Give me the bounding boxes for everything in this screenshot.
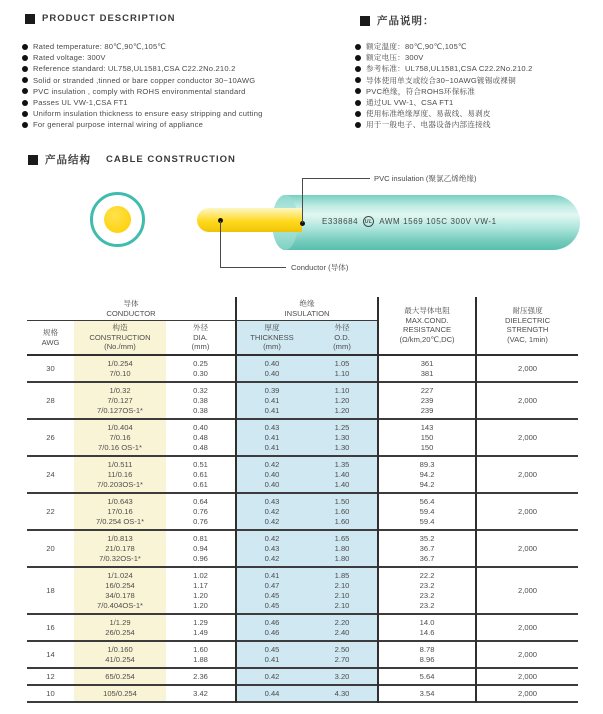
cell-od: 2.20 2.40 <box>307 614 378 641</box>
cell-od: 1.35 1.40 1.40 <box>307 456 378 493</box>
description-text: 参考标准：UL758,UL1581,CSA C22.2No.210.2 <box>366 64 533 74</box>
cell-dia: 0.40 0.48 0.48 <box>166 419 236 456</box>
leader-line-conductor-v <box>220 221 221 267</box>
description-item <box>355 108 533 119</box>
cell-thickness: 0.43 0.42 0.42 <box>236 493 307 530</box>
cell-dielectric: 2,000 <box>518 671 538 681</box>
cell-od: 1.25 1.30 1.30 <box>307 419 378 456</box>
cable-print-text: AWM 1569 105C 300V VW-1 <box>379 217 497 226</box>
spec-row-awg-20 <box>27 530 578 567</box>
cell-thickness: 0.39 0.41 0.41 <box>236 382 307 419</box>
construction-title-zh: 产品结构 <box>45 154 91 166</box>
spec-row-awg-18 <box>27 567 578 614</box>
spec-row-awg-10 <box>27 685 578 702</box>
cell-resistance: 143 150 150 <box>378 419 476 456</box>
description-item <box>22 63 263 74</box>
construction-title-en: CABLE CONSTRUCTION <box>106 154 236 165</box>
resistance-header-en2: RESISTANCE <box>403 325 452 335</box>
col-header-dia <box>166 321 236 355</box>
dia-header-unit: (mm) <box>191 342 210 352</box>
bullet-icon <box>22 66 28 72</box>
col-header-construction <box>74 321 166 355</box>
cell-construction: 1/0.404 7/0.16 7/0.16 OS-1* <box>74 419 166 456</box>
description-text: 用于一般电子、电器设备内部连接线 <box>366 120 491 130</box>
cell-awg: 26 <box>46 432 55 442</box>
cell-dielectric: 2,000 <box>518 649 538 659</box>
cell-dielectric: 2,000 <box>518 469 538 479</box>
bullet-icon <box>355 88 361 94</box>
cell-od: 2.50 2.70 <box>307 641 378 668</box>
spec-row-awg-28 <box>27 382 578 419</box>
bullet-icon <box>22 44 28 50</box>
description-item <box>355 97 533 108</box>
cell-awg: 24 <box>46 469 55 479</box>
description-item <box>22 75 263 86</box>
cell-dia: 0.81 0.94 0.96 <box>166 530 236 567</box>
cell-resistance: 14.0 14.6 <box>378 614 476 641</box>
group-header-conductor-zh: 导体 <box>123 299 139 308</box>
spec-row-awg-24 <box>27 456 578 493</box>
cell-construction: 1/0.254 7/0.10 <box>74 355 166 382</box>
bullet-icon <box>22 100 28 106</box>
cell-construction: 1/0.511 11/0.16 7/0.203OS-1* <box>74 456 166 493</box>
cell-od: 1.10 1.20 1.20 <box>307 382 378 419</box>
product-description-header-zh <box>360 13 435 28</box>
resistance-header-zh: 最大导体电阻 <box>404 306 450 316</box>
cable-diagram <box>0 165 603 295</box>
cell-resistance: 8.78 8.96 <box>378 641 476 668</box>
section-title-zh: 产品说明： <box>377 15 435 27</box>
cell-dielectric: 2,000 <box>518 585 538 595</box>
cell-od: 3.20 <box>307 668 378 685</box>
description-text: PVC insulation , comply with ROHS environmental standard <box>33 86 246 96</box>
od-header-zh: 外径 <box>334 323 350 333</box>
cell-awg: 22 <box>46 506 55 516</box>
description-text: PVC绝缘，符合ROHS环保标准 <box>366 86 476 96</box>
cell-thickness: 0.44 <box>236 685 307 702</box>
cell-resistance: 35.2 36.7 36.7 <box>378 530 476 567</box>
awg-header-en: AWG <box>41 337 60 347</box>
cell-dia: 0.25 0.30 <box>166 355 236 382</box>
product-description-header-en <box>25 13 176 24</box>
cell-thickness: 0.42 0.40 0.40 <box>236 456 307 493</box>
description-item <box>22 52 263 63</box>
cell-dielectric: 2,000 <box>518 688 538 698</box>
thickness-header-unit: (mm) <box>263 342 281 352</box>
cell-dia: 1.60 1.88 <box>166 641 236 668</box>
cell-dia: 1.02 1.17 1.20 1.20 <box>166 567 236 614</box>
cable-print <box>322 216 497 227</box>
bullet-icon <box>355 122 361 128</box>
description-text: 导体使用单支或绞合30~10AWG镀锡或裸铜 <box>366 75 516 85</box>
col-header-dielectric <box>476 297 578 355</box>
description-item <box>355 119 533 130</box>
spec-row-awg-14 <box>27 641 578 668</box>
cell-dielectric: 2,000 <box>518 395 538 405</box>
description-item <box>355 52 533 63</box>
conductor-rod <box>197 208 302 232</box>
description-text: Uniform insulation thickness to ensure easy stripping and cutting <box>33 109 263 119</box>
cell-awg: 28 <box>46 395 55 405</box>
leader-line-conductor-h <box>220 267 286 268</box>
description-list-en <box>22 41 263 131</box>
square-bullet-icon <box>28 155 38 165</box>
cell-od: 1.05 1.10 <box>307 355 378 382</box>
description-text: For general purpose internal wiring of appliance <box>33 120 204 130</box>
conductor-cross-section <box>104 206 131 233</box>
cell-thickness: 0.46 0.46 <box>236 614 307 641</box>
spec-row-awg-22 <box>27 493 578 530</box>
cell-awg: 12 <box>46 671 55 681</box>
cell-awg: 30 <box>46 363 55 373</box>
cell-resistance: 56.4 59.4 59.4 <box>378 493 476 530</box>
group-header-insulation <box>236 297 378 321</box>
leader-line-insulation-h <box>302 178 370 179</box>
description-item <box>22 97 263 108</box>
spec-row-awg-30 <box>27 355 578 382</box>
bullet-icon <box>355 111 361 117</box>
cell-construction: 105/0.254 <box>74 685 166 702</box>
cell-od: 1.50 1.60 1.60 <box>307 493 378 530</box>
description-text: Solid or stranded ,tinned or bare copper conductor 30~10AWG <box>33 75 256 85</box>
cell-awg: 20 <box>46 543 55 553</box>
description-list-zh <box>355 41 533 131</box>
cell-awg: 16 <box>46 622 55 632</box>
dia-header-zh: 外径 <box>192 323 209 333</box>
dielectric-header-zh: 耐压强度 <box>512 306 543 316</box>
cell-construction: 1/0.32 7/0.127 7/0.127OS-1* <box>74 382 166 419</box>
conductor-label: Conductor (导体) <box>291 263 349 272</box>
description-item <box>22 108 263 119</box>
awg-header-zh: 规格 <box>42 327 59 337</box>
cell-construction: 1/0.813 21/0.178 7/0.32OS-1* <box>74 530 166 567</box>
spec-row-awg-16 <box>27 614 578 641</box>
cell-dia: 3.42 <box>166 685 236 702</box>
cell-construction: 1/0.160 41/0.254 <box>74 641 166 668</box>
description-text: Passes UL VW-1,CSA FT1 <box>33 98 128 108</box>
spec-table-body <box>27 355 578 702</box>
spec-table-wrap <box>27 297 578 703</box>
description-item <box>22 86 263 97</box>
bullet-icon <box>22 122 28 128</box>
od-header-en: O.D. <box>334 332 350 342</box>
bullet-icon <box>22 111 28 117</box>
cell-construction: 65/0.254 <box>74 668 166 685</box>
dia-header-en: DIA. <box>193 332 208 342</box>
cell-resistance: 361 381 <box>378 355 476 382</box>
group-header-insulation-en: INSULATION <box>284 308 330 318</box>
thickness-header-zh: 厚度 <box>264 323 280 333</box>
spec-row-awg-26 <box>27 419 578 456</box>
cell-od: 1.65 1.80 1.80 <box>307 530 378 567</box>
group-header-row <box>27 297 578 321</box>
col-header-resistance <box>378 297 476 355</box>
dielectric-header-unit: (VAC, 1min) <box>507 335 548 345</box>
cell-dielectric: 2,000 <box>518 506 538 516</box>
cell-thickness: 0.40 0.40 <box>236 355 307 382</box>
square-bullet-icon <box>360 16 370 26</box>
cell-dielectric: 2,000 <box>518 432 538 442</box>
cable-cert-number: E338684 <box>322 217 359 226</box>
description-text: 通过UL VW-1、CSA FT1 <box>366 98 454 108</box>
description-text: 额定电压：300V <box>366 53 424 63</box>
col-header-od <box>307 321 378 355</box>
dielectric-header-en2: STRENGTH <box>506 325 549 335</box>
resistance-header-unit: (Ω/km,20℃,DC) <box>399 335 455 345</box>
cell-dielectric: 2,000 <box>518 622 538 632</box>
cell-thickness: 0.42 <box>236 668 307 685</box>
resistance-header-en1: MAX.COND. <box>405 315 449 325</box>
leader-line-insulation-v <box>302 178 303 223</box>
description-text: 使用标准绝缘厚度、易裁线、易剥皮 <box>366 109 491 119</box>
description-text: Rated temperature: 80℃,90℃,105℃ <box>33 42 167 52</box>
cell-dia: 0.32 0.38 0.38 <box>166 382 236 419</box>
bullet-icon <box>355 55 361 61</box>
col-header-thickness <box>236 321 307 355</box>
spec-table <box>27 297 578 703</box>
cell-construction: 1/1.024 16/0.254 34/0.178 7/0.404OS-1* <box>74 567 166 614</box>
description-text: Rated voltage: 300V <box>33 53 106 63</box>
cell-awg: 14 <box>46 649 55 659</box>
spec-row-awg-12 <box>27 668 578 685</box>
cell-resistance: 22.2 23.2 23.2 23.2 <box>378 567 476 614</box>
bullet-icon <box>355 44 361 50</box>
bullet-icon <box>22 55 28 61</box>
cell-dia: 2.36 <box>166 668 236 685</box>
cell-thickness: 0.41 0.47 0.45 0.45 <box>236 567 307 614</box>
cell-resistance: 5.64 <box>378 668 476 685</box>
cell-resistance: 227 239 239 <box>378 382 476 419</box>
cell-thickness: 0.42 0.43 0.42 <box>236 530 307 567</box>
bullet-icon <box>355 100 361 106</box>
description-text: 额定温度：80℃,90℃,105℃ <box>366 42 467 52</box>
cell-dia: 0.51 0.61 0.61 <box>166 456 236 493</box>
description-item <box>355 75 533 86</box>
group-header-conductor <box>27 297 236 321</box>
construction-header-unit: (No./mm) <box>104 342 136 352</box>
description-item <box>22 119 263 130</box>
cell-od: 4.30 <box>307 685 378 702</box>
cell-thickness: 0.45 0.41 <box>236 641 307 668</box>
od-header-unit: (mm) <box>333 342 351 352</box>
bullet-icon <box>355 77 361 83</box>
description-item <box>355 63 533 74</box>
square-bullet-icon <box>25 14 35 24</box>
bullet-icon <box>22 77 28 83</box>
thickness-header-en: THICKNESS <box>250 332 294 342</box>
description-item <box>355 41 533 52</box>
cell-construction: 1/1.29 26/0.254 <box>74 614 166 641</box>
ul-logo-icon: UL <box>363 216 374 227</box>
dielectric-header-en1: DIELECTRIC <box>504 315 551 325</box>
cell-awg: 10 <box>46 688 55 698</box>
bullet-icon <box>22 88 28 94</box>
construction-header-en: CONSTRUCTION <box>89 332 151 342</box>
cell-construction: 1/0.643 17/0.16 7/0.254 OS-1* <box>74 493 166 530</box>
insulation-label: PVC insulation (聚氯乙烯绝缘) <box>374 174 477 183</box>
cell-resistance: 89.3 94.2 94.2 <box>378 456 476 493</box>
group-header-insulation-zh: 绝缘 <box>299 299 315 308</box>
description-text: Reference standard: UL758,UL1581,CSA C22.2No.210.2 <box>33 64 236 74</box>
cell-thickness: 0.43 0.41 0.41 <box>236 419 307 456</box>
cell-dia: 0.64 0.76 0.76 <box>166 493 236 530</box>
col-header-awg <box>27 321 74 355</box>
cell-dielectric: 2,000 <box>518 363 538 373</box>
description-item <box>355 86 533 97</box>
description-item <box>22 41 263 52</box>
cell-resistance: 3.54 <box>378 685 476 702</box>
cell-od: 1.85 2.10 2.10 2.10 <box>307 567 378 614</box>
group-header-conductor-en: CONDUCTOR <box>106 308 156 318</box>
bullet-icon <box>355 66 361 72</box>
cell-dielectric: 2,000 <box>518 543 538 553</box>
construction-header-zh: 构造 <box>112 323 128 333</box>
cell-awg: 18 <box>46 585 55 595</box>
cell-dia: 1.29 1.49 <box>166 614 236 641</box>
section-title-en: PRODUCT DESCRIPTION <box>42 13 176 24</box>
